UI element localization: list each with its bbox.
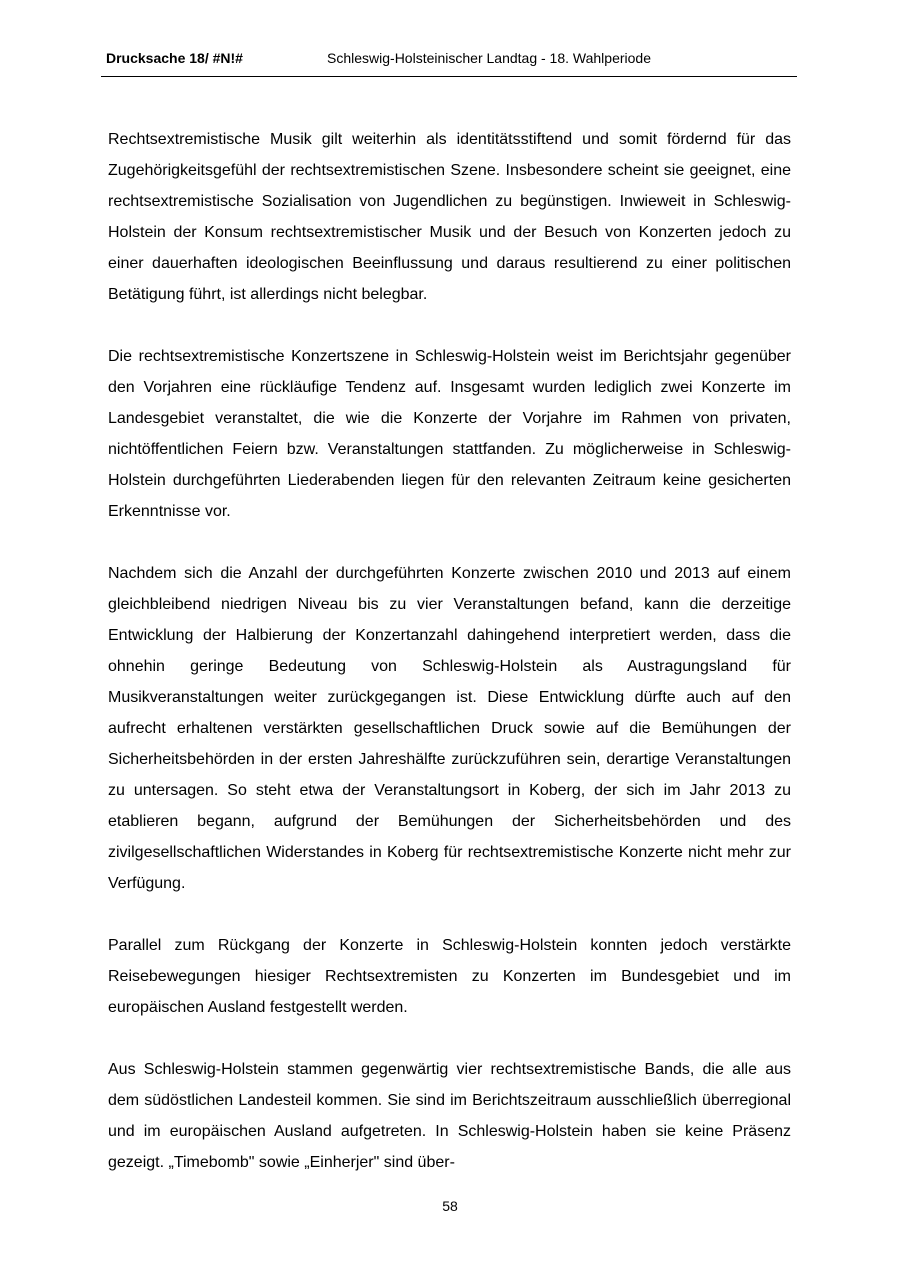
paragraph: Rechtsextremistische Musik gilt weiterhin als identitätsstiftend und somit fördernd für das Zugehörigkeitsgefühl der rechtsextremistischen Szene. Insbesondere scheint sie geeignet, eine rechtsextremistische Sozialisation von Jugendlichen zu begünstigen. Inwieweit in Schleswig-Holstein der Konsum rechtsextremistischer Musik und der Besuch von Konzerten jedoch zu einer dauerhaften ideologischen Beeinflussung und daraus resultierend zu einer politischen Betätigung führt, ist allerdings nicht belegbar. [108, 131, 791, 303]
paragraph: Parallel zum Rückgang der Konzerte in Schleswig-Holstein konnten jedoch verstärkte Reisebewegungen hiesiger Rechtsextremisten zu Konzerten im Bundesgebiet und im europäischen Ausland festgestellt werden. [108, 937, 791, 1016]
header-divider [101, 76, 797, 77]
body-text [108, 124, 791, 1209]
document-number: Drucksache 18/ #N!# [106, 50, 243, 66]
page-header [106, 50, 796, 72]
paragraph: Aus Schleswig-Holstein stammen gegenwärtig vier rechtsextremistische Bands, die alle aus dem südöstlichen Landesteil kommen. Sie sind im Berichtszeitraum ausschließlich überregional und im europäischen Ausland aufgetreten. In Schleswig-Holstein haben sie keine Präsenz gezeigt. „Timebomb" sowie „Einherjer" sind über- [108, 1061, 791, 1171]
page-number: 58 [442, 1198, 458, 1214]
paragraph: Nachdem sich die Anzahl der durchgeführten Konzerte zwischen 2010 und 2013 auf einem gleichbleibend niedrigen Niveau bis zu vier Veranstaltungen befand, kann die derzeitige Entwicklung der Halbierung der Konzertanzahl dahingehend interpretiert werden, dass die ohnehin geringe Bedeutung von Schleswig-Holstein als Austragungsland für Musikveranstaltungen weiter zurückgegangen ist. Diese Entwicklung dürfte auch auf den aufrecht erhaltenen verstärkten gesellschaftlichen Druck sowie auf die Bemühungen der Sicherheitsbehörden in der ersten Jahreshälfte zurückzuführen sein, derartige Veranstaltungen zu untersagen. So steht etwa der Veranstaltungsort in Koberg, der sich im Jahr 2013 zu etablieren begann, aufgrund der Bemühungen der Sicherheitsbehörden und des zivilgesellschaftlichen Widerstandes in Koberg für rechtsextremistische Konzerte nicht mehr zur Verfügung. [108, 565, 791, 892]
header-title: Schleswig-Holsteinischer Landtag - 18. Wahlperiode [327, 50, 651, 66]
paragraph: Die rechtsextremistische Konzertszene in Schleswig-Holstein weist im Berichtsjahr gegenüber den Vorjahren eine rückläufige Tendenz auf. Insgesamt wurden lediglich zwei Konzerte im Landesgebiet veranstaltet, die wie die Konzerte der Vorjahre im Rahmen von privaten, nichtöffentlichen Feiern bzw. Veranstaltungen stattfanden. Zu möglicherweise in Schleswig-Holstein durchgeführten Liederabenden liegen für den relevanten Zeitraum keine gesicherten Erkenntnisse vor. [108, 348, 791, 520]
